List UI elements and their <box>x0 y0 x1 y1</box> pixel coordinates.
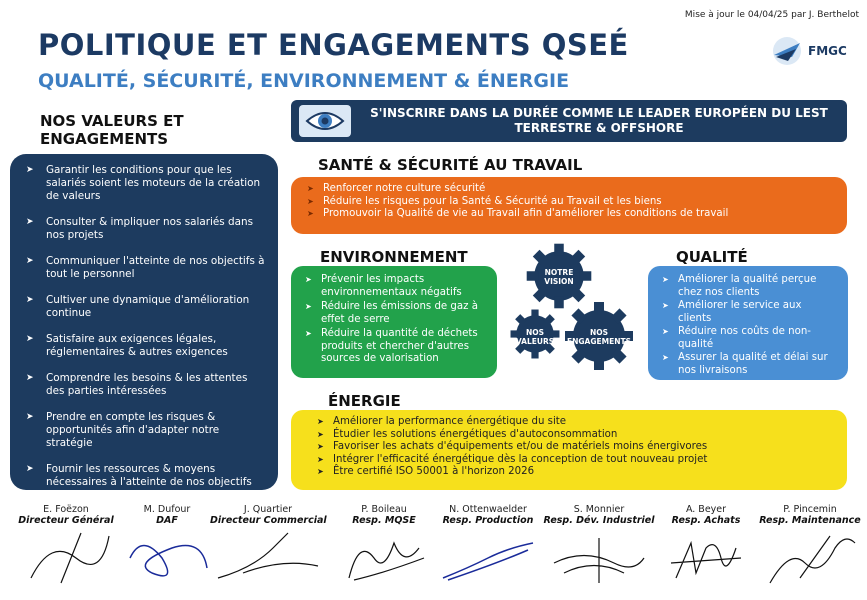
list-item: ➤ Garantir les conditions pour que les salariés soient les moteurs de la création de valeurs <box>26 164 261 202</box>
list-item: ➤ Réduire la quantité de déchets produits et chercher d'autres sources de valorisation <box>305 328 478 364</box>
list-item: ➤ Favoriser les achats d'équipements et/ou de matériels moins énergivores <box>317 441 708 452</box>
signature-icon <box>213 528 323 586</box>
arrow-bullet-icon: ➤ <box>307 209 314 218</box>
list-item: ➤ Étudier les solutions énergétiques d'autoconsommation <box>317 428 618 440</box>
arrow-bullet-icon: ➤ <box>26 334 34 344</box>
list-item: ➤ Cultiver une dynamique d'amélioration continue <box>26 294 250 319</box>
list-item: ➤ Assurer la qualité et délai sur nos livraisons <box>662 352 828 376</box>
arrow-bullet-icon: ➤ <box>26 464 34 474</box>
list-item: ➤ Prévenir les impacts environnementaux négatifs <box>305 274 462 298</box>
arrow-bullet-icon: ➤ <box>307 184 314 193</box>
page-title: POLITIQUE ET ENGAGEMENTS QSEÉ <box>38 28 629 62</box>
arrow-bullet-icon: ➤ <box>305 329 312 338</box>
arrow-bullet-icon: ➤ <box>662 353 669 362</box>
list-item: ➤ Améliorer la performance énergétique du site <box>317 416 567 427</box>
arrow-bullet-icon: ➤ <box>317 417 324 426</box>
arrow-bullet-icon: ➤ <box>662 301 669 310</box>
list-item: ➤ Satisfaire aux exigences légales, réglementaires & autres exigences <box>26 333 228 358</box>
arrow-bullet-icon: ➤ <box>305 275 312 284</box>
signature-icon <box>544 528 654 586</box>
arrow-bullet-icon: ➤ <box>26 295 34 305</box>
environment-title: ENVIRONNEMENT <box>320 248 468 266</box>
logo-text: FMGC <box>808 44 847 58</box>
signatory: M. Dufour DAF <box>122 504 212 586</box>
values-panel <box>10 154 278 490</box>
page-subtitle: QUALITÉ, SÉCURITÉ, ENVIRONNEMENT & ÉNERGIE <box>38 70 570 92</box>
signatory: P. Pincemin Resp. Maintenance <box>758 504 862 586</box>
gear-label-engagements: NOS ENGAGEMENTS <box>566 328 632 346</box>
arrow-bullet-icon: ➤ <box>317 429 324 439</box>
environment-panel <box>291 266 497 378</box>
signatory: A. Beyer Resp. Achats <box>664 504 748 586</box>
sst-title: SANTÉ & SÉCURITÉ AU TRAVAIL <box>318 156 583 174</box>
list-item: ➤ Améliorer le service aux clients <box>662 300 802 324</box>
update-note: Mise à jour le 04/04/25 par J. Berthelot <box>684 10 859 20</box>
quality-panel <box>648 266 848 380</box>
signature-icon <box>760 528 860 586</box>
list-item: ➤ Comprendre les besoins & les attentes des parties intéressées <box>26 372 248 397</box>
arrow-bullet-icon: ➤ <box>317 454 324 464</box>
list-item: ➤ Améliorer la qualité perçue chez nos clients <box>662 274 817 298</box>
quality-title: QUALITÉ <box>676 248 748 266</box>
list-item: ➤ Intégrer l'efficacité énergétique dès la conception de tout nouveau projet <box>317 453 708 465</box>
arrow-bullet-icon: ➤ <box>662 275 669 284</box>
gears-graphic <box>505 240 645 380</box>
arrow-bullet-icon: ➤ <box>26 373 34 383</box>
signatory: P. Boileau Resp. MQSE <box>332 504 436 586</box>
arrow-bullet-icon: ➤ <box>662 327 669 336</box>
sst-panel <box>291 177 847 234</box>
list-item: ➤ Prendre en compte les risques & opportunités afin d'adapter notre stratégie <box>26 411 220 449</box>
gear-label-vision: NOTRE VISION <box>544 268 574 286</box>
signature-icon <box>438 528 538 586</box>
arrow-bullet-icon: ➤ <box>307 196 314 206</box>
arrow-bullet-icon: ➤ <box>317 442 324 451</box>
vision-banner <box>291 100 847 142</box>
signature-icon <box>122 528 212 586</box>
arrow-bullet-icon: ➤ <box>26 256 34 266</box>
signatory: N. Ottenwaelder Resp. Production <box>438 504 538 586</box>
arrow-bullet-icon: ➤ <box>317 467 324 476</box>
list-item: ➤ Réduire nos coûts de non-qualité <box>662 326 811 350</box>
signature-icon <box>334 528 434 586</box>
signature-icon <box>21 528 111 586</box>
arrow-bullet-icon: ➤ <box>26 165 34 175</box>
company-logo <box>770 34 850 68</box>
list-item: ➤ Réduire les risques pour la Santé & Sécurité au Travail et les biens <box>307 195 662 207</box>
list-item: ➤ Fournir les ressources & moyens nécessaires à l'atteinte de nos objectifs <box>26 463 252 488</box>
arrow-bullet-icon: ➤ <box>26 217 34 227</box>
list-item: ➤ Promouvoir la Qualité de vie au Travail afin d'améliorer les conditions de travail <box>307 208 729 219</box>
signatory: S. Monnier Resp. Dév. Industriel <box>542 504 656 586</box>
energy-title: ÉNERGIE <box>328 392 401 410</box>
signatory: E. Foëzon Directeur Général <box>18 504 114 586</box>
arrow-bullet-icon: ➤ <box>305 302 312 311</box>
signatures-row <box>0 504 867 600</box>
vision-text: S'INSCRIRE DANS LA DURÉE COMME LE LEADER EUROPÉEN DU LEST TERRESTRE & OFFSHORE <box>370 106 828 135</box>
gear-label-values: NOS VALEURS <box>515 328 555 346</box>
list-item: ➤ Réduire les émissions de gaz à effet de serre <box>305 301 478 325</box>
energy-panel <box>291 410 847 490</box>
gear-icon <box>505 240 645 380</box>
signature-icon <box>666 528 746 586</box>
logo-icon <box>770 35 804 67</box>
signatory: J. Quartier Directeur Commercial <box>210 504 326 586</box>
list-item: ➤ Communiquer l'atteinte de nos objectifs à tout le personnel <box>26 255 265 280</box>
list-item: ➤ Renforcer notre culture sécurité <box>307 183 486 194</box>
arrow-bullet-icon: ➤ <box>26 412 34 422</box>
eye-icon <box>299 105 351 137</box>
values-title: NOS VALEURS ET ENGAGEMENTS <box>40 112 184 148</box>
list-item: ➤ Consulter & impliquer nos salariés dans nos projets <box>26 216 253 241</box>
list-item: ➤ Être certifié ISO 50001 à l'horizon 2026 <box>317 466 535 477</box>
